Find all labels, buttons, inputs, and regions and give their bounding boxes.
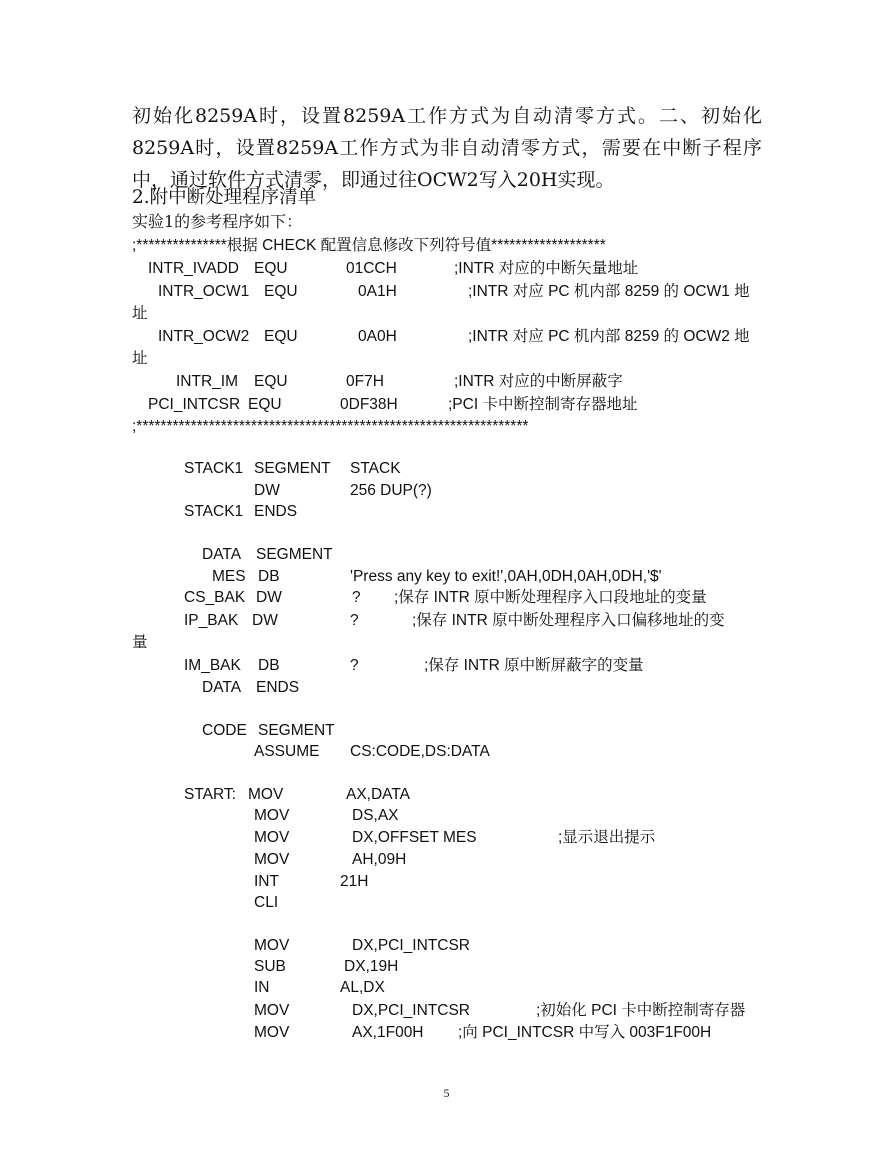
equ-value: 0DF38H <box>340 396 398 413</box>
asm-arg: DS,AX <box>352 807 399 824</box>
asm-token: SEGMENT <box>256 546 333 563</box>
asm-token: IP_BAK <box>184 612 239 629</box>
equ-op: EQU <box>264 283 298 300</box>
equ-op: EQU <box>248 396 282 413</box>
asm-op: MOV <box>248 786 284 803</box>
asm-token: DW <box>252 612 278 629</box>
intro-paragraph: 初始化8259A时，设置8259A工作方式为自动清零方式。二、初始化8259A时，设置8259A工作方式为非自动清零方式，需要在中断子程序中，通过软件方式清零，即通过往OCW2写入20H实现。 <box>132 105 762 191</box>
asm-token: SEGMENT <box>254 460 331 477</box>
asm-op: MOV <box>254 1024 290 1041</box>
asm-op: IN <box>254 979 270 996</box>
asm-token: DB <box>258 657 280 674</box>
equ-op: EQU <box>254 373 288 390</box>
asm-arg: DX,PCI_INTCSR <box>352 937 470 954</box>
page-number: 5 <box>443 1086 450 1100</box>
asm-op: SUB <box>254 958 286 975</box>
asm-op: CLI <box>254 894 279 911</box>
asm-token: IM_BAK <box>184 657 241 674</box>
equ-comment: ;PCI 卡中断控制寄存器地址 <box>448 396 638 413</box>
equ-value: 01CCH <box>346 260 397 277</box>
asm-comment-wrap: 量 <box>132 634 148 651</box>
equ-name: PCI_INTCSR <box>148 396 241 413</box>
equ-value: 0F7H <box>346 373 384 390</box>
equ-name: INTR_OCW1 <box>158 283 250 300</box>
section-heading: 2.附中断处理程序清单 <box>132 187 317 208</box>
asm-token: DW <box>254 482 280 499</box>
equ-comment: ;INTR 对应的中断屏蔽字 <box>454 373 623 390</box>
asm-token: DATA <box>202 546 242 563</box>
asm-token: CODE <box>202 722 247 739</box>
asm-arg: DX,OFFSET MES <box>352 829 477 846</box>
asm-token: ASSUME <box>254 743 320 760</box>
asm-arg: AL,DX <box>340 979 385 996</box>
asm-token: MES <box>212 568 246 585</box>
asm-token: ENDS <box>256 679 300 696</box>
asm-token: STACK1 <box>184 460 244 477</box>
equ-comment-wrap: 址 <box>132 305 148 322</box>
equ-comment: ;INTR 对应 PC 机内部 8259 的 OCW1 地 <box>468 283 750 300</box>
asm-arg: AX,1F00H <box>352 1024 424 1041</box>
asm-arg: 21H <box>340 873 369 890</box>
asm-token: STACK1 <box>184 503 244 520</box>
asm-token: SEGMENT <box>258 722 335 739</box>
asm-token: DATA <box>202 679 242 696</box>
asm-arg: AH,09H <box>352 851 407 868</box>
equ-name: INTR_IVADD <box>148 260 240 277</box>
equ-value: 0A0H <box>358 328 397 345</box>
equ-op: EQU <box>264 328 298 345</box>
asm-token: STACK <box>350 460 401 477</box>
asm-op: MOV <box>254 1002 290 1019</box>
asm-op: MOV <box>254 829 290 846</box>
config-header-comment: ;***************根据 CHECK 配置信息修改下列符号值******************* <box>132 237 606 254</box>
asm-label: START: <box>184 786 236 803</box>
asm-comment: ;显示退出提示 <box>558 829 656 846</box>
equ-value: 0A1H <box>358 283 397 300</box>
asm-token: CS_BAK <box>184 589 246 606</box>
asm-token: CS:CODE,DS:DATA <box>350 743 490 760</box>
equ-name: INTR_IM <box>176 373 238 390</box>
asm-comment: ;保存 INTR 原中断处理程序入口段地址的变量 <box>394 589 707 606</box>
asm-token: ? <box>350 657 359 674</box>
asm-comment: ;向 PCI_INTCSR 中写入 003F1F00H <box>458 1024 712 1041</box>
asm-comment: ;保存 INTR 原中断处理程序入口偏移地址的变 <box>412 612 725 629</box>
equ-name: INTR_OCW2 <box>158 328 250 345</box>
config-footer-comment: ;***************************************************************** <box>132 418 529 435</box>
subheading: 实验1的参考程序如下： <box>132 212 303 231</box>
equ-op: EQU <box>254 260 288 277</box>
asm-token: DW <box>256 589 282 606</box>
equ-comment: ;INTR 对应的中断矢量地址 <box>454 260 639 277</box>
asm-op: MOV <box>254 807 290 824</box>
asm-token: 'Press any key to exit!',0AH,0DH,0AH,0DH,'$' <box>350 568 662 585</box>
asm-token: ? <box>352 589 361 606</box>
asm-arg: DX,PCI_INTCSR <box>352 1002 470 1019</box>
asm-arg: AX,DATA <box>346 786 411 803</box>
equ-comment-wrap: 址 <box>132 350 148 367</box>
asm-comment: ;保存 INTR 原中断屏蔽字的变量 <box>424 657 644 674</box>
asm-op: MOV <box>254 937 290 954</box>
asm-arg: DX,19H <box>344 958 399 975</box>
equ-comment: ;INTR 对应 PC 机内部 8259 的 OCW2 地 <box>468 328 750 345</box>
asm-op: MOV <box>254 851 290 868</box>
asm-token: ENDS <box>254 503 298 520</box>
asm-comment: ;初始化 PCI 卡中断控制寄存器 <box>536 1002 746 1019</box>
asm-token: ? <box>350 612 359 629</box>
asm-op: INT <box>254 873 279 890</box>
asm-token: DB <box>258 568 280 585</box>
asm-token: 256 DUP(?) <box>350 482 432 499</box>
